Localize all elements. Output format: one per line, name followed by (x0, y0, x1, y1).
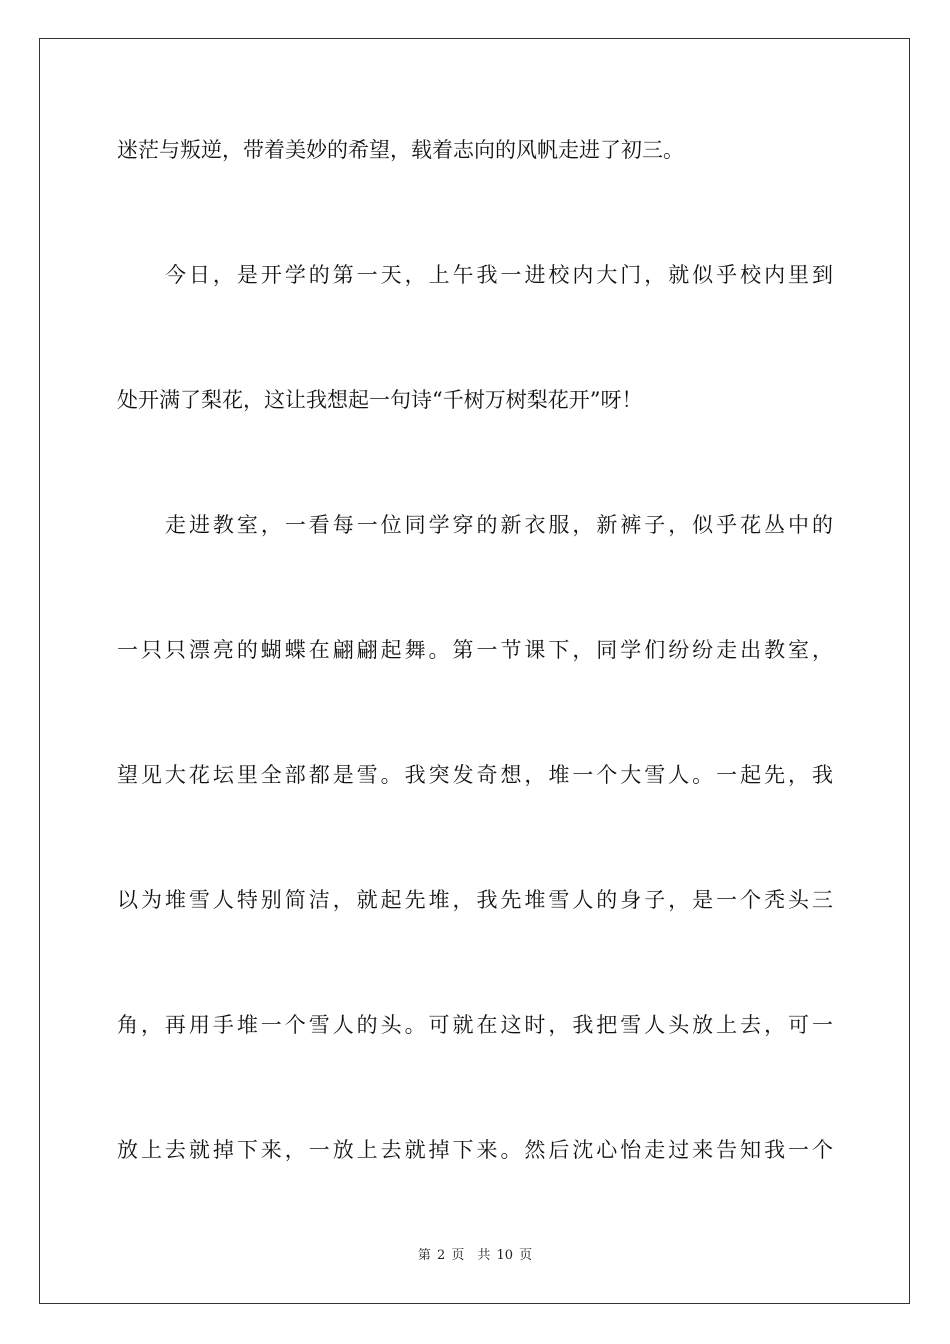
page-number-footer: 第 2 页 共 10 页 (417, 1248, 533, 1263)
text-line-7: 以为堆雪人特别简洁，就起先堆，我先堆雪人的身子，是一个秃头三 (117, 888, 833, 912)
text-line-8: 角，再用手堆一个雪人的头。可就在这时，我把雪人头放上去，可一 (117, 1013, 833, 1037)
text-line-5: 一只只漂亮的蝴蝶在翩翩起舞。第一节课下，同学们纷纷走出教室， (117, 638, 833, 662)
text-line-4: 走进教室，一看每一位同学穿的新衣服，新裤子，似乎花丛中的 (165, 513, 833, 537)
text-line-3: 处开满了梨花，这让我想起一句诗“千树万树梨花开”呀！ (117, 388, 643, 412)
page-border (39, 38, 910, 1304)
text-line-1: 迷茫与叛逆，带着美妙的希望，载着志向的风帆走进了初三。 (117, 138, 684, 162)
text-line-9: 放上去就掉下来，一放上去就掉下来。然后沈心怡走过来告知我一个 (117, 1138, 833, 1162)
text-line-2: 今日，是开学的第一天，上午我一进校内大门，就似乎校内里到 (165, 263, 833, 287)
text-line-6: 望见大花坛里全部都是雪。我突发奇想，堆一个大雪人。一起先，我 (117, 763, 833, 787)
